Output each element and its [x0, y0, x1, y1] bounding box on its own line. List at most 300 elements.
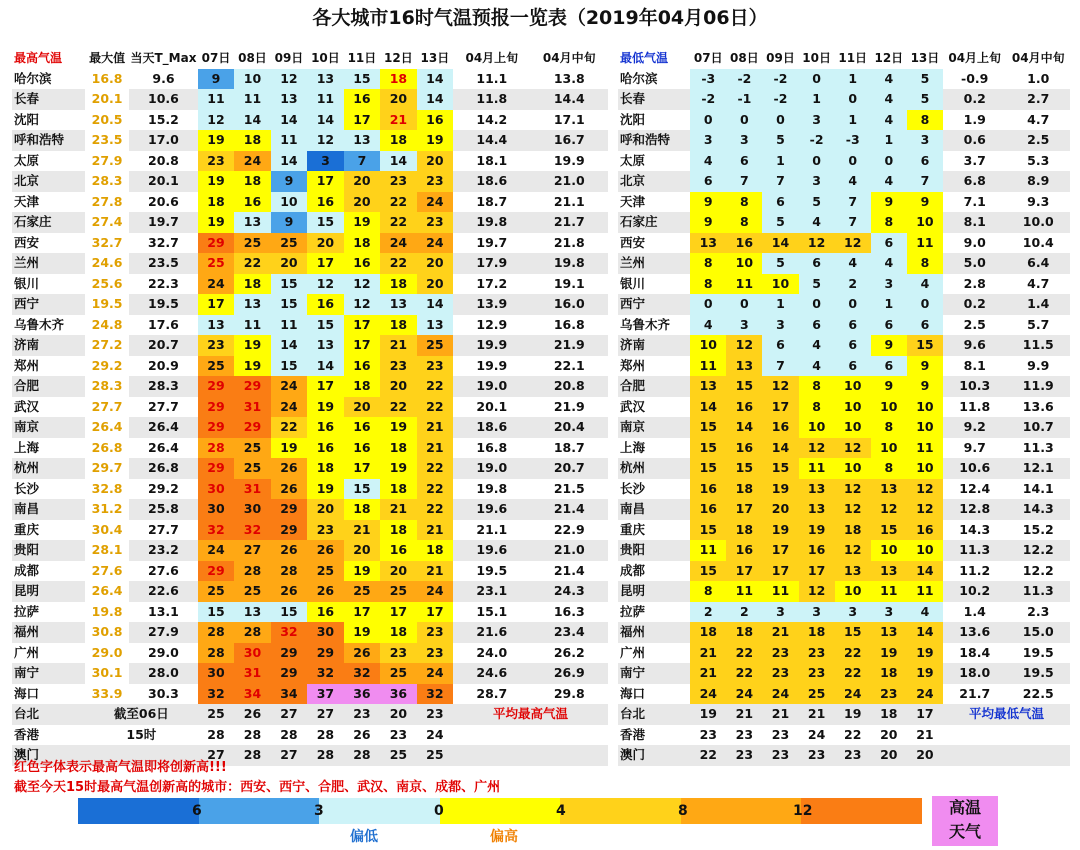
- table-row: [12, 540, 608, 561]
- table-row: [618, 745, 1070, 766]
- value-cell: 13.9: [453, 294, 530, 315]
- forecast-cell: 26: [271, 540, 307, 561]
- forecast-cell: 12: [198, 110, 234, 131]
- forecast-cell: 3: [871, 602, 907, 623]
- legend-swatch: [199, 798, 259, 824]
- value-cell: 21.0: [531, 540, 608, 561]
- record-note: 红色字体表示最高气温即将创新高!!!: [14, 760, 227, 775]
- forecast-cell: 12: [835, 438, 871, 459]
- forecast-cell: -3: [835, 130, 871, 151]
- value-cell: 1.9: [963, 111, 986, 127]
- forecast-cell: 23: [762, 643, 798, 664]
- forecast-cell: 22: [835, 663, 871, 684]
- forecast-cell: 19: [762, 479, 798, 500]
- forecast-cell: 20: [344, 397, 380, 418]
- legend-swatch: [379, 798, 439, 824]
- forecast-cell: 10: [799, 417, 835, 438]
- value-cell: 9.2: [943, 417, 1006, 438]
- forecast-cell: 9: [271, 212, 307, 233]
- table-row: [12, 684, 608, 705]
- value-cell: 20.1: [129, 171, 198, 192]
- forecast-cell: 15: [690, 520, 726, 541]
- forecast-cell: 12: [762, 376, 798, 397]
- forecast-cell: 24: [417, 663, 453, 684]
- forecast-cell: 9: [907, 356, 943, 377]
- value-cell: 24.0: [476, 644, 508, 660]
- forecast-cell: 24: [417, 233, 453, 254]
- page-title: 各大城市16时气温预报一览表（2019年04月06日）: [312, 7, 768, 29]
- forecast-cell: 10: [271, 192, 307, 213]
- table-row: [618, 479, 1070, 500]
- forecast-cell: 29: [198, 397, 234, 418]
- value-cell: 7.1: [963, 193, 986, 209]
- forecast-cell: 16: [726, 397, 762, 418]
- forecast-cell: 16: [307, 438, 343, 459]
- forecast-cell: 22: [380, 397, 416, 418]
- value-cell: 8.1: [943, 212, 1006, 233]
- forecast-cell: 17: [417, 602, 453, 623]
- city-name: 哈尔滨: [620, 70, 658, 86]
- forecast-cell: 18: [380, 622, 416, 643]
- city-name: 成都: [14, 562, 40, 578]
- forecast-cell: 25: [307, 561, 343, 582]
- forecast-cell: 11: [726, 581, 762, 602]
- city-name: 澳门: [12, 745, 85, 766]
- value-cell: 5.0: [943, 253, 1006, 274]
- forecast-cell: 15: [726, 376, 762, 397]
- timestamp-note: 15时: [126, 726, 157, 742]
- city-name: 武汉: [620, 398, 646, 414]
- value-cell: 21.7: [531, 212, 608, 233]
- forecast-cell: 15: [726, 458, 762, 479]
- legend-tick-0: 0: [434, 803, 444, 819]
- forecast-cell: 12: [799, 581, 835, 602]
- forecast-cell: 0: [907, 294, 943, 315]
- table-row: [618, 397, 1070, 418]
- value-cell: 14.3: [1006, 499, 1070, 520]
- column-header: 09日: [766, 51, 795, 66]
- forecast-cell: 15: [690, 417, 726, 438]
- forecast-cell: 37: [307, 684, 343, 705]
- forecast-cell: 29: [307, 643, 343, 664]
- forecast-cell: 11: [690, 540, 726, 561]
- forecast-cell: 25: [271, 233, 307, 254]
- forecast-cell: 18: [871, 704, 907, 725]
- forecast-cell: 8: [690, 274, 726, 295]
- forecast-cell: 8: [871, 458, 907, 479]
- value-cell: 11.3: [1022, 439, 1054, 455]
- forecast-cell: 21: [916, 726, 934, 742]
- value-cell: 15.1: [476, 603, 508, 619]
- value-cell: 17.0: [129, 130, 198, 151]
- value-cell: 12.4: [959, 480, 991, 496]
- forecast-cell: 23: [735, 726, 754, 742]
- forecast-cell: 3: [762, 602, 798, 623]
- value-cell: 1.0: [1027, 70, 1050, 86]
- forecast-cell: 6: [871, 315, 907, 336]
- forecast-cell: 11: [799, 458, 835, 479]
- record-max: 32.7: [91, 234, 123, 250]
- forecast-cell: 20: [417, 274, 453, 295]
- table-row: [12, 335, 608, 356]
- forecast-cell: 32: [344, 663, 380, 684]
- value-cell: 27.7: [148, 398, 179, 414]
- forecast-cell: 24: [417, 581, 453, 602]
- forecast-cell: 21: [726, 704, 762, 725]
- record-max: 25.6: [91, 275, 123, 291]
- value-cell: 21.8: [553, 234, 585, 250]
- forecast-cell: 9: [690, 192, 726, 213]
- value-cell: [1006, 725, 1070, 746]
- forecast-cell: 13: [726, 356, 762, 377]
- table-row: [12, 69, 608, 90]
- forecast-cell: 18: [234, 274, 270, 295]
- forecast-cell: 21: [799, 704, 835, 725]
- table-row: [12, 151, 608, 172]
- forecast-cell: 2: [726, 602, 762, 623]
- table-row: [12, 315, 608, 336]
- forecast-cell: 23: [417, 704, 453, 725]
- record-max: 26.4: [91, 583, 123, 599]
- forecast-cell: 17: [344, 602, 380, 623]
- forecast-cell: 17: [762, 561, 798, 582]
- forecast-cell: 16: [690, 499, 726, 520]
- forecast-cell: 23: [380, 643, 416, 664]
- forecast-cell: 29: [198, 376, 234, 397]
- forecast-cell: 18: [690, 622, 726, 643]
- hot-label-1: 高温: [948, 798, 981, 817]
- forecast-cell: 11: [234, 89, 270, 110]
- forecast-cell: 19: [799, 520, 835, 541]
- forecast-cell: 0: [762, 110, 798, 131]
- value-cell: 17.6: [148, 316, 179, 332]
- legend-swatch: [259, 798, 319, 824]
- forecast-cell: 8: [726, 192, 762, 213]
- forecast-cell: 4: [871, 89, 907, 110]
- city-name: 海口: [620, 685, 646, 701]
- city-name: 西宁: [618, 294, 690, 315]
- forecast-cell: 16: [799, 540, 835, 561]
- forecast-cell: 30: [234, 643, 270, 664]
- forecast-cell: 18: [871, 663, 907, 684]
- forecast-cell: 22: [271, 417, 307, 438]
- forecast-cell: 15: [690, 458, 726, 479]
- forecast-cell: 5: [907, 89, 943, 110]
- forecast-cell: 22: [417, 376, 453, 397]
- forecast-cell: 4: [907, 274, 943, 295]
- forecast-cell: 6: [835, 315, 871, 336]
- value-cell: 14.4: [453, 130, 530, 151]
- value-cell: 10.2: [943, 581, 1006, 602]
- forecast-cell: 9: [871, 376, 907, 397]
- hot-weather-legend: [932, 796, 998, 846]
- table-row: [12, 356, 608, 377]
- record-max: 31.2: [91, 501, 123, 517]
- value-cell: 16.0: [531, 294, 608, 315]
- value-cell: 22.9: [553, 521, 585, 537]
- forecast-cell: 14: [907, 622, 943, 643]
- forecast-cell: 28: [271, 561, 307, 582]
- table-row: [618, 274, 1070, 295]
- forecast-cell: 30: [307, 622, 343, 643]
- forecast-cell: 13: [234, 294, 270, 315]
- forecast-cell: 3: [799, 110, 835, 131]
- value-cell: 6.4: [1006, 253, 1070, 274]
- record-cities-note: 截至今天15时最高气温创新高的城市：西安、西宁、合肥、武汉、南京、成都、广州: [14, 780, 501, 795]
- forecast-cell: 24: [726, 684, 762, 705]
- value-cell: 22.3: [148, 275, 179, 291]
- city-name: 长春: [12, 89, 85, 110]
- forecast-cell: 19: [690, 704, 726, 725]
- forecast-cell: 23: [307, 520, 343, 541]
- forecast-cell: 22: [380, 212, 416, 233]
- forecast-cell: 18: [198, 192, 234, 213]
- forecast-cell: 12: [835, 540, 871, 561]
- forecast-cell: 23: [380, 171, 416, 192]
- city-name: 西安: [620, 234, 646, 250]
- forecast-cell: 24: [690, 684, 726, 705]
- value-cell: 23.5: [129, 253, 198, 274]
- record-max: 27.8: [91, 193, 123, 209]
- forecast-cell: 25: [344, 581, 380, 602]
- forecast-cell: 7: [726, 171, 762, 192]
- forecast-cell: 20: [380, 704, 416, 725]
- forecast-cell: 13: [799, 479, 835, 500]
- forecast-cell: 24: [271, 376, 307, 397]
- forecast-cell: 19: [835, 704, 871, 725]
- table-row: [12, 479, 608, 500]
- forecast-cell: 17: [198, 294, 234, 315]
- forecast-cell: 18: [799, 622, 835, 643]
- forecast-cell: 26: [271, 479, 307, 500]
- forecast-cell: 25: [234, 438, 270, 459]
- city-name: 济南: [618, 335, 690, 356]
- forecast-cell: 10: [234, 69, 270, 90]
- value-cell: [1006, 745, 1070, 766]
- forecast-cell: 4: [835, 253, 871, 274]
- record-max: 20.1: [91, 91, 123, 107]
- city-name: 北京: [618, 171, 690, 192]
- forecast-cell: 0: [726, 110, 762, 131]
- forecast-cell: 13: [871, 622, 907, 643]
- forecast-cell: 22: [835, 643, 871, 664]
- city-name: 南宁: [618, 663, 690, 684]
- table-row: [618, 704, 1070, 725]
- forecast-cell: 0: [871, 151, 907, 172]
- forecast-cell: 21: [417, 561, 453, 582]
- forecast-cell: 13: [307, 69, 343, 90]
- record-max: 33.9: [91, 685, 123, 701]
- value-cell: 21.1: [553, 193, 585, 209]
- table-row: [12, 643, 608, 664]
- forecast-cell: 26: [234, 704, 270, 725]
- table-row: [618, 622, 1070, 643]
- forecast-cell: 29: [198, 233, 234, 254]
- table-row: [12, 561, 608, 582]
- city-name: 重庆: [14, 521, 40, 537]
- forecast-cell: 27: [234, 540, 270, 561]
- table-row: [12, 212, 608, 233]
- value-cell: 26.4: [148, 439, 179, 455]
- forecast-cell: 29: [271, 499, 307, 520]
- forecast-cell: 32: [271, 622, 307, 643]
- forecast-cell: 22: [726, 663, 762, 684]
- forecast-cell: 16: [307, 294, 343, 315]
- table-row: [12, 602, 608, 623]
- forecast-cell: 10: [835, 581, 871, 602]
- value-cell: 21.9: [553, 398, 585, 414]
- forecast-cell: 4: [690, 151, 726, 172]
- forecast-cell: 6: [907, 151, 943, 172]
- forecast-cell: 15: [271, 294, 307, 315]
- record-max: 29.0: [91, 644, 123, 660]
- forecast-cell: 5: [907, 69, 943, 90]
- city-name: 乌鲁木齐: [620, 316, 671, 332]
- forecast-cell: 18: [726, 622, 762, 643]
- forecast-cell: 14: [417, 294, 453, 315]
- forecast-cell: 15: [871, 520, 907, 541]
- forecast-cell: 22: [380, 253, 416, 274]
- forecast-cell: 16: [690, 479, 726, 500]
- value-cell: 19.8: [453, 212, 530, 233]
- forecast-cell: 10: [835, 397, 871, 418]
- forecast-cell: 10: [726, 253, 762, 274]
- table-row: [12, 581, 608, 602]
- forecast-cell: 18: [344, 376, 380, 397]
- forecast-cell: 13: [198, 315, 234, 336]
- legend-swatch: [500, 798, 560, 824]
- forecast-cell: 20: [871, 745, 907, 766]
- forecast-cell: 17: [344, 315, 380, 336]
- value-cell: 5.7: [1027, 316, 1050, 332]
- record-max: 30.1: [91, 665, 123, 681]
- value-cell: 21.4: [531, 499, 608, 520]
- city-name: 南昌: [12, 499, 85, 520]
- city-name: 拉萨: [620, 603, 646, 619]
- value-cell: 26.2: [553, 644, 585, 660]
- column-header: 10日: [311, 51, 340, 66]
- table-row: [618, 417, 1070, 438]
- forecast-cell: 28: [207, 726, 225, 742]
- value-cell: 26.4: [129, 417, 198, 438]
- forecast-cell: 28: [243, 726, 262, 742]
- forecast-cell: 17: [726, 499, 762, 520]
- forecast-cell: 18: [380, 69, 416, 90]
- value-cell: 1.4: [1006, 294, 1070, 315]
- forecast-cell: 32: [198, 684, 234, 705]
- forecast-cell: 8: [907, 110, 943, 131]
- value-cell: 9.0: [963, 234, 986, 250]
- table-row: [618, 643, 1070, 664]
- forecast-cell: 24: [417, 192, 453, 213]
- forecast-cell: 7: [762, 171, 798, 192]
- forecast-cell: 20: [380, 561, 416, 582]
- forecast-cell: 4: [871, 253, 907, 274]
- forecast-cell: 15: [690, 561, 726, 582]
- value-cell: 10.0: [1006, 212, 1070, 233]
- forecast-cell: 1: [762, 294, 798, 315]
- value-cell: 28.0: [129, 663, 198, 684]
- forecast-cell: 19: [198, 130, 234, 151]
- value-cell: 19.9: [476, 357, 508, 373]
- table-row: [618, 233, 1070, 254]
- forecast-cell: 10: [907, 540, 943, 561]
- value-cell: [453, 745, 530, 766]
- table-row: [12, 130, 608, 151]
- value-cell: 20.6: [148, 193, 179, 209]
- forecast-cell: 23: [726, 745, 762, 766]
- forecast-cell: 10: [907, 458, 943, 479]
- city-name: 北京: [12, 171, 85, 192]
- value-cell: 15.0: [1006, 622, 1070, 643]
- value-cell: 5.3: [1027, 152, 1050, 168]
- value-cell: 30.3: [148, 685, 179, 701]
- forecast-cell: 20: [907, 745, 943, 766]
- forecast-cell: 23: [835, 745, 871, 766]
- forecast-cell: 19: [907, 663, 943, 684]
- forecast-cell: 15: [762, 458, 798, 479]
- forecast-cell: 30: [198, 479, 234, 500]
- table-row: [12, 417, 608, 438]
- table-row: [618, 438, 1070, 459]
- forecast-cell: 18: [380, 130, 416, 151]
- forecast-cell: 7: [907, 171, 943, 192]
- forecast-cell: -1: [726, 89, 762, 110]
- column-header: 04月中旬: [1011, 51, 1065, 66]
- forecast-cell: 14: [307, 356, 343, 377]
- value-cell: 0.2: [943, 89, 1006, 110]
- forecast-cell: 10: [835, 417, 871, 438]
- forecast-cell: 6: [835, 335, 871, 356]
- forecast-cell: 25: [234, 458, 270, 479]
- forecast-cell: 22: [726, 643, 762, 664]
- forecast-cell: 23: [198, 335, 234, 356]
- city-name: 石家庄: [618, 212, 690, 233]
- value-cell: 17.2: [476, 275, 508, 291]
- column-header: 07日: [693, 51, 723, 66]
- value-cell: 29.2: [148, 480, 179, 496]
- forecast-cell: 4: [871, 171, 907, 192]
- forecast-cell: 21: [417, 520, 453, 541]
- forecast-cell: 0: [835, 151, 871, 172]
- forecast-cell: 23: [771, 726, 790, 742]
- forecast-cell: 15: [271, 602, 307, 623]
- value-cell: 19.0: [453, 458, 530, 479]
- column-header: 12日: [874, 51, 904, 66]
- forecast-cell: 4: [799, 356, 835, 377]
- forecast-cell: 16: [234, 192, 270, 213]
- column-header: 11日: [347, 51, 377, 66]
- forecast-cell: 7: [835, 192, 871, 213]
- value-cell: 12.1: [1006, 458, 1070, 479]
- record-max: 24.8: [91, 316, 123, 332]
- value-cell: 19.5: [476, 562, 508, 578]
- forecast-cell: 13: [271, 89, 307, 110]
- forecast-cell: 8: [871, 212, 907, 233]
- column-header: 最低气温: [620, 51, 669, 66]
- city-name: 沈阳: [14, 111, 40, 127]
- city-name: 合肥: [618, 376, 690, 397]
- forecast-cell: 29: [234, 376, 270, 397]
- forecast-cell: 13: [307, 335, 343, 356]
- forecast-cell: 12: [344, 294, 380, 315]
- forecast-cell: 13: [690, 376, 726, 397]
- forecast-cell: 8: [690, 253, 726, 274]
- forecast-cell: 2: [835, 274, 871, 295]
- forecast-cell: 36: [380, 684, 416, 705]
- forecast-cell: 19: [344, 622, 380, 643]
- value-cell: 27.7: [148, 521, 179, 537]
